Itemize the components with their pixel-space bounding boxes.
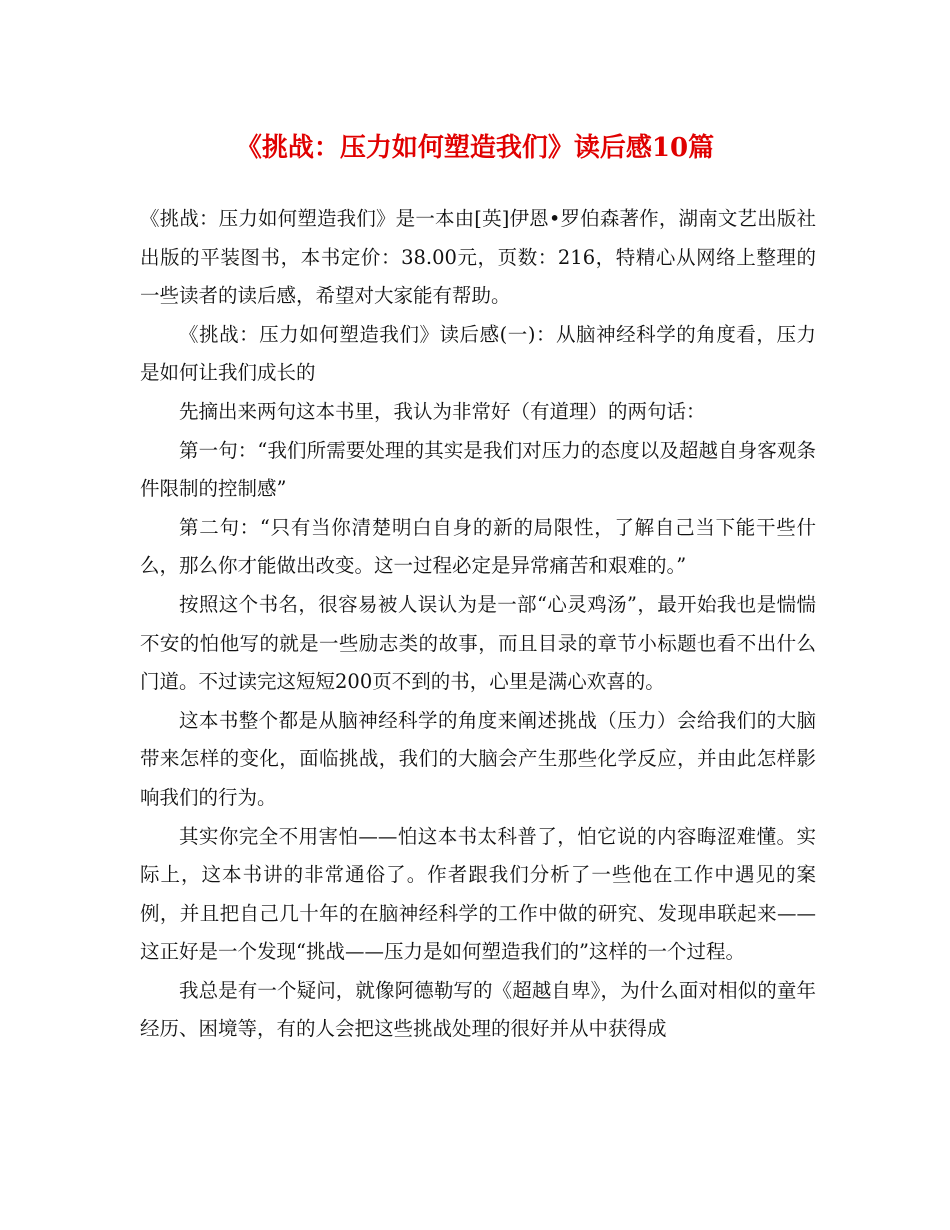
paragraph: 先摘出来两句这本书里，我认为非常好（有道理）的两句话： xyxy=(179,399,706,423)
paragraph-quote-1: 第一句：“我们所需要处理的其实是我们对压力的态度以及超越自身客观条件限制的控制感” xyxy=(140,438,816,501)
document-body xyxy=(140,200,816,1049)
paragraph-intro: 《挑战：压力如何塑造我们》是一本由[英]伊恩•罗伯森著作，湖南文艺出版社出版的平装图书，本书定价：38.00元，页数：216，特精心从网络上整理的一些读者的读后感，希望对大家能有帮助。 xyxy=(140,207,816,308)
paragraph: 按照这个书名，很容易被人误认为是一部“心灵鸡汤”，最开始我也是惴惴不安的怕他写的就是一些励志类的故事，而且目录的章节小标题也看不出什么门道。不过读完这短短200页不到的书，心里是满心欢喜的。 xyxy=(140,592,816,694)
document-title: 《挑战：压力如何塑造我们》读后感10篇 xyxy=(235,133,715,163)
paragraph-review-heading: 《挑战：压力如何塑造我们》读后感(一)：从脑神经科学的角度看，压力是如何让我们成长的 xyxy=(140,322,816,385)
paragraph-quote-2: 第二句：“只有当你清楚明白自身的新的局限性，了解自己当下能干些什么，那么你才能做出改变。这一过程必定是异常痛苦和艰难的。” xyxy=(140,515,816,578)
paragraph: 我总是有一个疑问，就像阿德勒写的《超越自卑》，为什么面对相似的童年经历、困境等，有的人会把这些挑战处理的很好并从中获得成 xyxy=(140,978,816,1041)
paragraph: 其实你完全不用害怕——怕这本书太科普了，怕它说的内容晦涩难懂。实际上，这本书讲的非常通俗了。作者跟我们分析了一些他在工作中遇见的案例，并且把自己几十年的在脑神经科学的工作中做的研究、发现串联起来——这正好是一个发现“挑战——压力是如何塑造我们的”这样的一个过程。 xyxy=(140,824,816,964)
paragraph: 这本书整个都是从脑神经科学的角度来阐述挑战（压力）会给我们的大脑带来怎样的变化，面临挑战，我们的大脑会产生那些化学反应，并由此怎样影响我们的行为。 xyxy=(140,708,816,809)
